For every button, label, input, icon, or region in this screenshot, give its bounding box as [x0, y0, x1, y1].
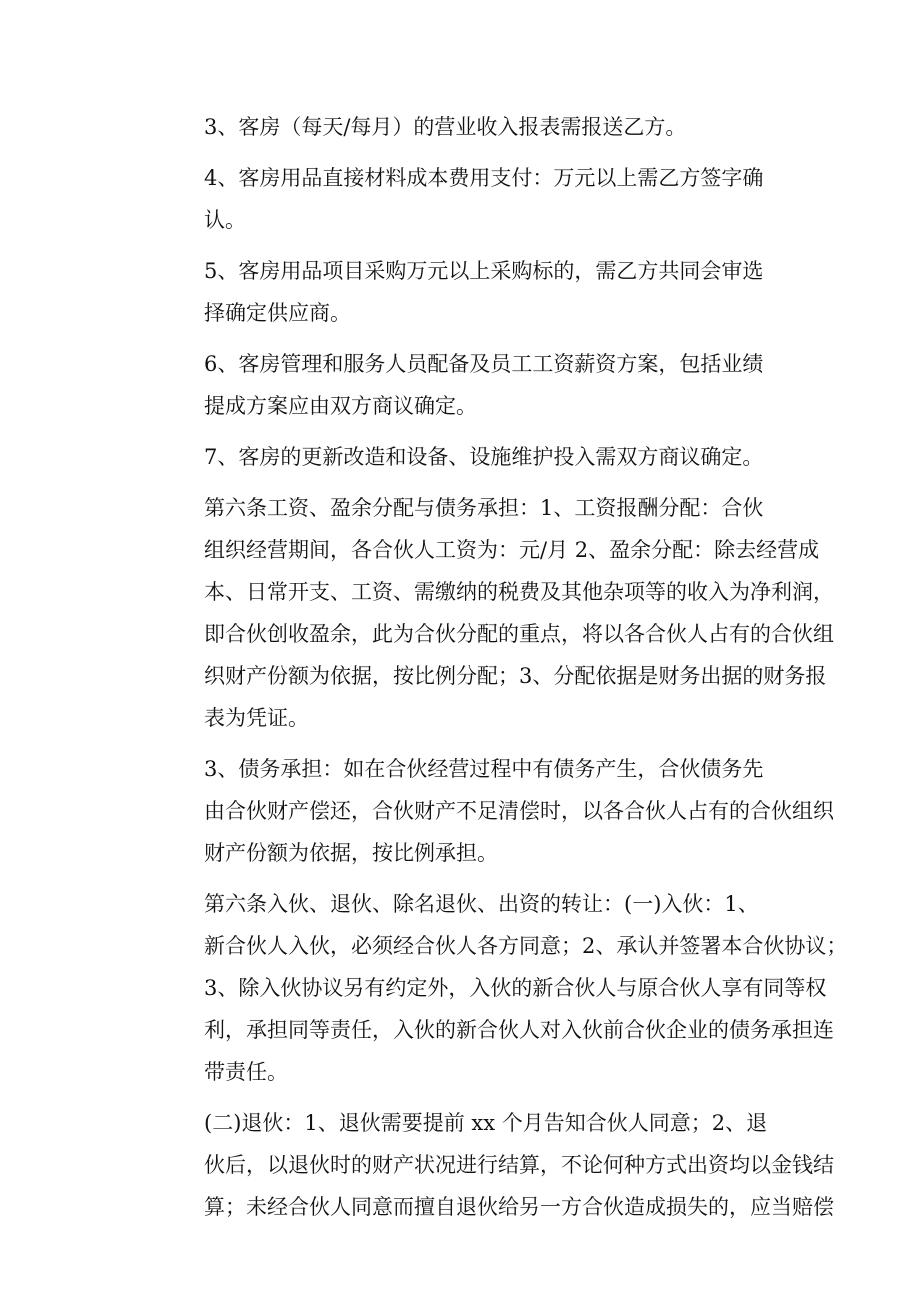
text-line: 5、客房用品项目采购万元以上采购标的，需乙方共同会审选 [204, 259, 764, 283]
paragraph [142, 343, 782, 427]
paragraph [142, 106, 782, 148]
text-line: 3、债务承担：如在合伙经营过程中有债务产生，合伙债务先 [204, 757, 764, 781]
text-line: 由合伙财产偿还，合伙财产不足清偿时，以各合伙人占有的合伙组织 [204, 799, 834, 823]
text-line: 4、客房用品直接材料成本费用支付：万元以上需乙方签字确 [204, 166, 764, 190]
text-line: 表为凭证。 [204, 706, 309, 730]
text-line: 第六条入伙、退伙、除名退伙、出资的转让：(一)入伙：1、 [204, 892, 759, 916]
paragraph [142, 748, 834, 874]
text-line: 伙后，以退伙时的财产状况进行结算，不论何种方式出资均以金钱结 [204, 1153, 834, 1177]
paragraph [142, 250, 782, 334]
paragraph [142, 487, 834, 739]
text-line: 带责任。 [204, 1060, 288, 1084]
paragraph [142, 883, 848, 1093]
text-line: 6、客房管理和服务人员配备及员工工资薪资方案，包括业绩 [204, 352, 764, 376]
text-line: 本、日常开支、工资、需缴纳的税费及其他杂项等的收入为净利润， [204, 580, 834, 604]
text-line: 提成方案应由双方商议确定。 [204, 394, 477, 418]
text-line: 财产份额为依据，按比例承担。 [204, 841, 498, 865]
text-line: 即合伙创收盈余，此为合伙分配的重点，将以各合伙人占有的合伙组 [204, 622, 834, 646]
text-line: 新合伙人入伙，必须经合伙人各方同意；2、承认并签署本合伙协议； [204, 934, 848, 958]
text-line: 择确定供应商。 [204, 301, 351, 325]
text-line: 利，承担同等责任，入伙的新合伙人对入伙前合伙企业的债务承担连 [204, 1018, 834, 1042]
text-line: 第六条工资、盈余分配与债务承担：1、工资报酬分配：合伙 [204, 496, 764, 520]
text-line: 织财产份额为依据，按比例分配；3、分配依据是财务出据的财务报 [204, 664, 827, 688]
text-line: (二)退伙：1、退伙需要提前 xx 个月告知合伙人同意；2、退 [204, 1111, 768, 1135]
text-line: 组织经营期间，各合伙人工资为：元/月 2、盈余分配：除去经营成 [204, 538, 820, 562]
paragraph [142, 436, 782, 478]
paragraph [142, 1102, 834, 1228]
paragraph [142, 157, 782, 241]
text-line: 7、客房的更新改造和设备、设施维护投入需双方商议确定。 [204, 445, 764, 469]
text-line: 3、除入伙协议另有约定外，入伙的新合伙人与原合伙人享有同等权 [204, 976, 827, 1000]
document-body [142, 106, 848, 1237]
text-line: 认。 [204, 208, 246, 232]
text-line: 3、客房（每天/每月）的营业收入报表需报送乙方。 [204, 115, 687, 139]
text-line: 算；未经合伙人同意而擅自退伙给另一方合伙造成损失的，应当赔偿 [204, 1195, 834, 1219]
